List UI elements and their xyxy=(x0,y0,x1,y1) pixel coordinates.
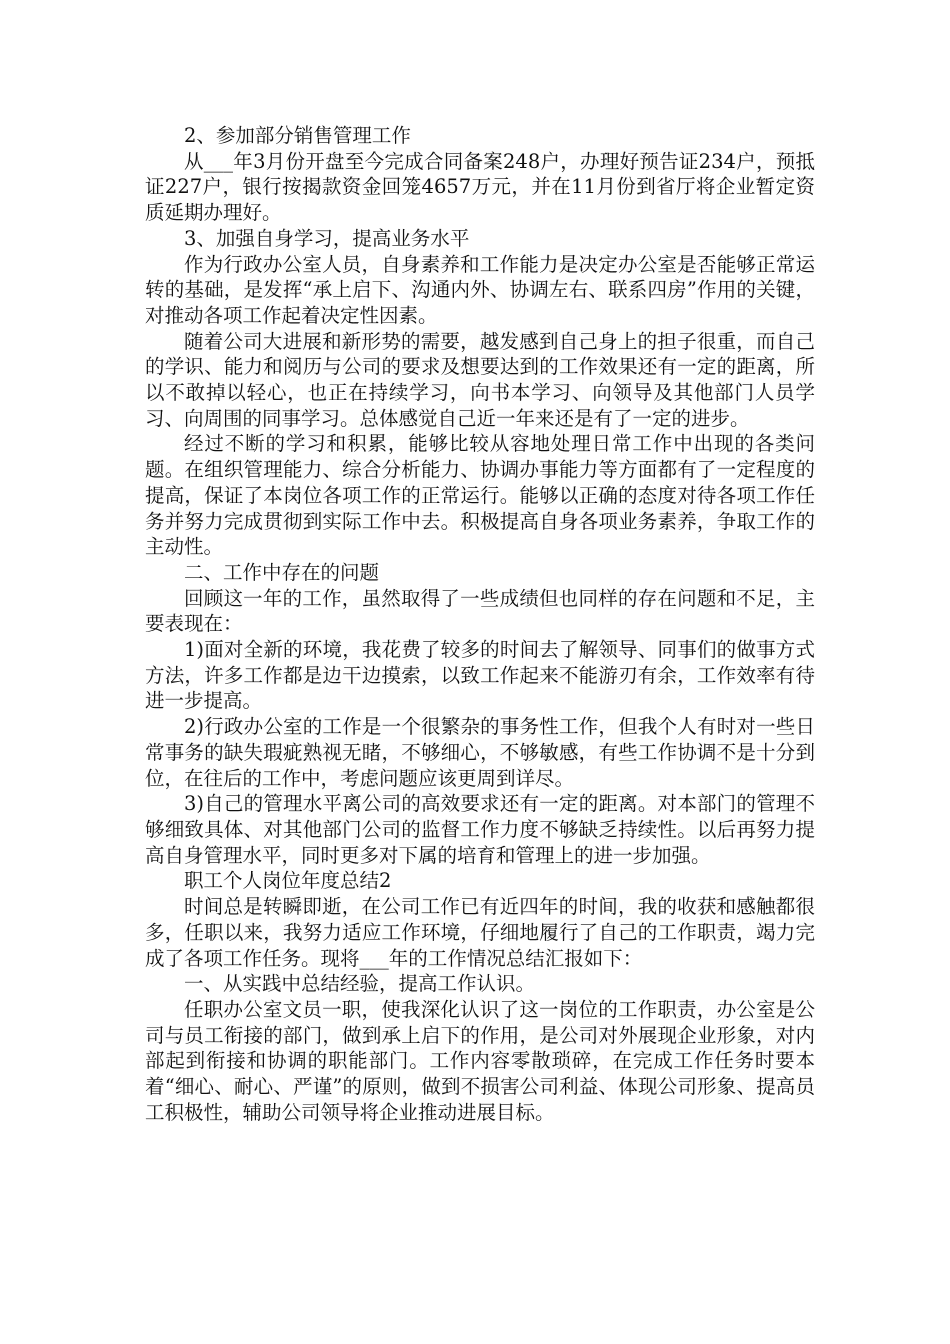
document-body xyxy=(145,123,815,1125)
paragraph-problems-intro: 回顾这一年的工作，虽然取得了一些成绩但也同样的存在问题和不足，主要表现在： xyxy=(145,586,815,636)
section-heading-sales: 2、参加部分销售管理工作 xyxy=(184,124,411,147)
section-heading-problems: 二、工作中存在的问题 xyxy=(184,560,380,584)
paragraph-sales-results: 从___年3月份开盘至今完成合同备案248户，办理好预告证234户，预抵证227户，银行按揭款资金回笼4657万元，并在11月份到省厅将企业暂定资质延期办理好。 xyxy=(145,149,815,225)
paragraph-accumulated-experience: 经过不断的学习和积累，能够比较从容地处理日常工作中出现的各类问题。在组织管理能力、综合分析能力、协调办事能力等方面都有了一定程度的提高，保证了本岗位各项工作的正常运行。能够以正确的态度对待各项工作任务并努力完成贯彻到实际工作中去。积极提高自身各项业务素养，争取工作的主动性。 xyxy=(145,432,815,559)
list-item-problem-3: 3)自己的管理水平离公司的高效要求还有一定的距离。对本部门的管理不够细致具体、对其他部门公司的监督工作力度不够缺乏持续性。以后再努力提高自身管理水平，同时更多对下属的培育和管理上的进一步加强。 xyxy=(145,792,815,867)
paragraph-office-clerk-duties: 任职办公室文员一职，使我深化认识了这一岗位的工作职责，办公室是公司与员工衔接的部门，做到承上启下的作用，是公司对外展现企业形象，对内部起到衔接和协调的职能部门。工作内容零散琐碎，在完成工作任务时要本着“细心、耐心、严谨”的原则，做到不损害公司利益、体现公司形象、提高员工积极性，辅助公司领导将企业推动进展目标。 xyxy=(145,997,815,1124)
paragraph-summary-intro: 时间总是转瞬即逝，在公司工作已有近四年的时间，我的收获和感触都很多，任职以来，我努力适应工作环境，仔细地履行了自己的工作职责，竭力完成了各项工作任务。现将___年的工作情况总结汇报如下： xyxy=(145,895,815,970)
list-item-problem-1: 1)面对全新的环境，我花费了较多的时间去了解领导、同事们的做事方式方法，许多工作都是边干边摸索，以致工作起来不能游刃有余，工作效率有待进一步提高。 xyxy=(145,638,815,713)
document-title-summary-2: 职工个人岗位年度总结2 xyxy=(184,869,392,893)
list-item-problem-2: 2)行政办公室的工作是一个很繁杂的事务性工作，但我个人有时对一些日常事务的缺失瑕疵熟视无睹，不够细心，不够敏感，有些工作协调不是十分到位，在往后的工作中，考虑问题应该更周到详尽。 xyxy=(145,715,815,790)
paragraph-admin-role: 作为行政办公室人员，自身素养和工作能力是决定办公室是否能够正常运转的基础，是发挥“承上启下、沟通内外、协调左右、联系四房”作用的关键，对推动各项工作起着决定性因素。 xyxy=(145,252,815,327)
paragraph-continuous-learning: 随着公司大进展和新形势的需要，越发感到自己身上的担子很重，而自己的学识、能力和阅历与公司的要求及想要达到的工作效果还有一定的距离，所以不敢掉以轻心，也正在持续学习，向书本学习、向领导及其他部门人员学习、向周围的同事学习。总体感觉自己近一年来还是有了一定的进步。 xyxy=(145,329,815,430)
section-heading-practice: 一、从实践中总结经验，提高工作认识。 xyxy=(184,972,536,996)
section-heading-self-study: 3、加强自身学习，提高业务水平 xyxy=(184,226,470,250)
